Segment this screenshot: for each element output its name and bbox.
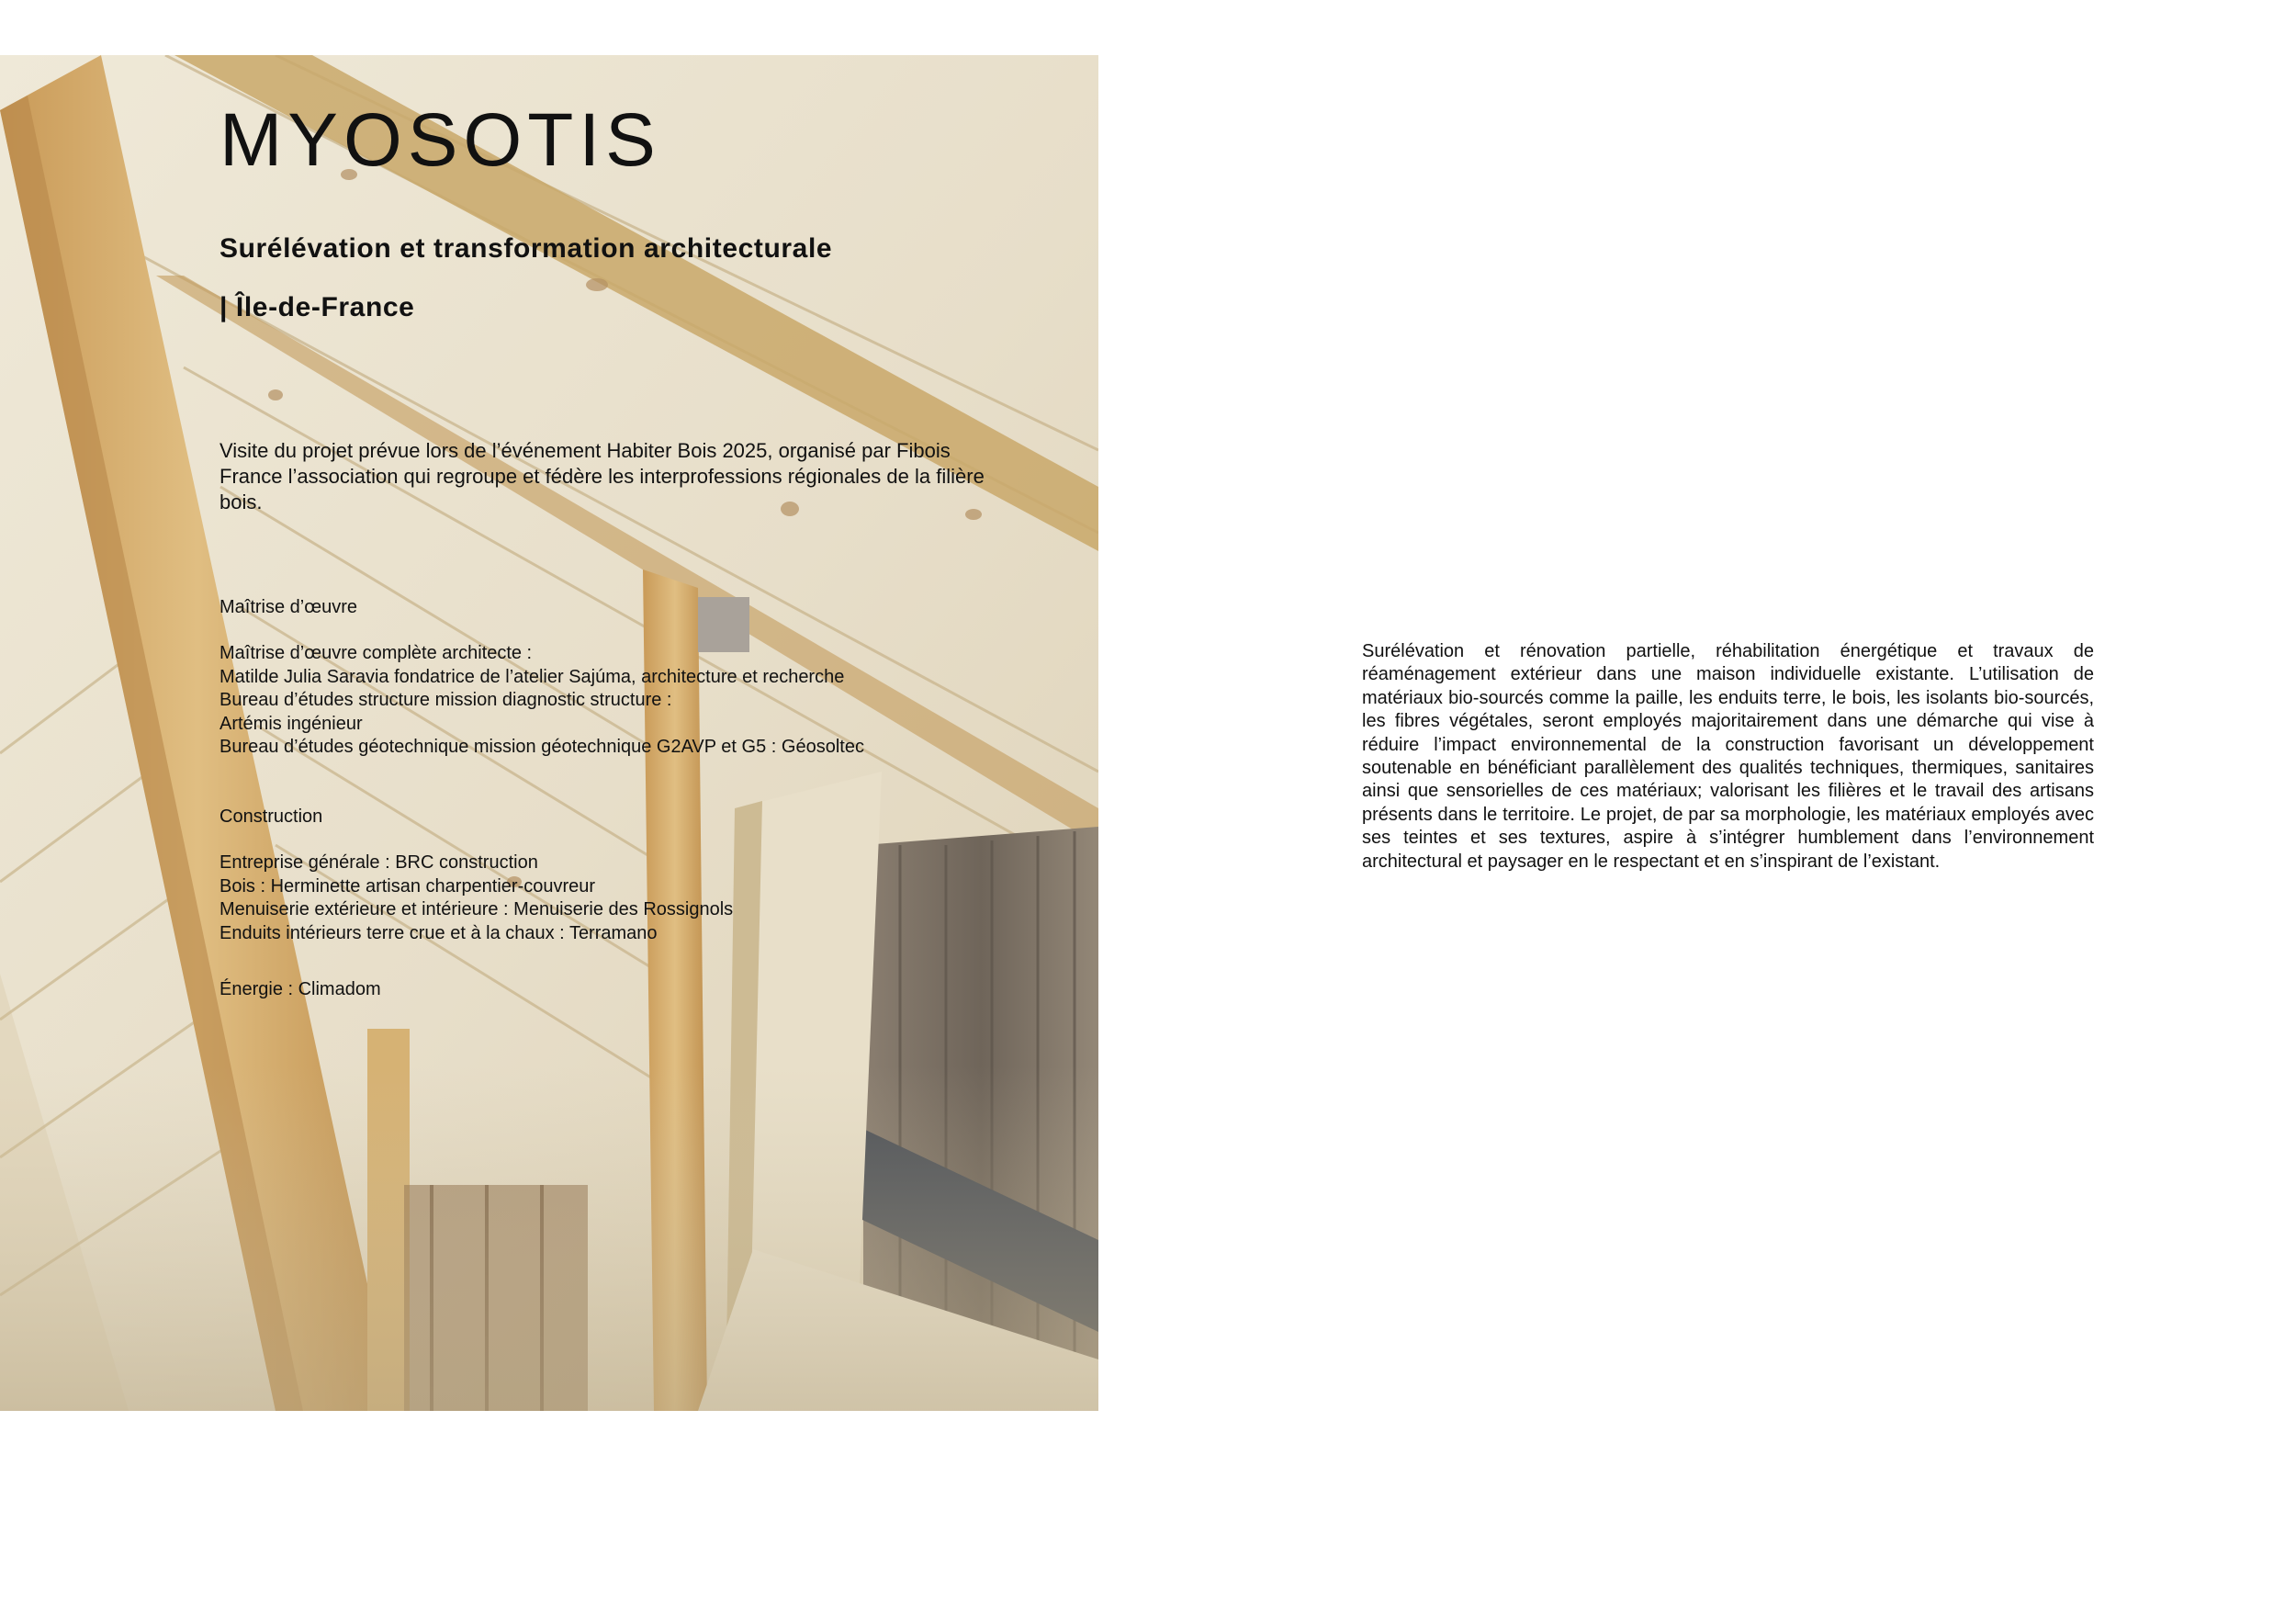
credit-line: Matilde Julia Saravia fondatrice de l’atelier Sajúma, architecture et recherche	[219, 666, 845, 687]
project-description: Surélévation et rénovation partielle, réhabilitation énergétique et travaux de réaménagement extérieur dans une maison individuelle existante. L’utilisation de matériaux bio-sourcés comme la paille, les enduits terre, le bois, les isolants bio-sourcés, les fibres végétales, seront employés majoritairement dans une démarche qui vise à réduire l’impact environnemental de la construction favorisant un développement soutenable en bénéficiant parallèlement des qualités techniques, thermiques, sanitaires ainsi que sensorielles de ces matériaux; valorisant les filières et le travail des artisans présents dans le territoire. Le projet, de par sa morphologie, les matériaux employés avec ses teintes et ses textures, aspire à s’intégrer humblement dans l’environnement architectural et paysager en le respectant et en s’inspirant de l’existant.	[1362, 641, 2094, 872]
credit-line: Menuiserie extérieure et intérieure : Menuiserie des Rossignols	[219, 899, 734, 919]
project-intro: Visite du projet prévue lors de l’événement Habiter Bois 2025, organisé par Fibois France l’association qui regroupe et fédère les interprofessions régionales de la filière bois.	[219, 439, 985, 513]
credit-line: Bureau d’études structure mission diagnostic structure :	[219, 690, 672, 710]
credit-line: Bois : Herminette artisan charpentier-couvreur	[219, 875, 596, 897]
credit-line: Enduits intérieurs terre crue et à la chaux : Terramano	[219, 922, 658, 943]
project-title: MYOSOTIS	[219, 98, 661, 182]
credit-line: Entreprise générale : BRC construction	[219, 852, 538, 873]
credit-line: Bureau d’études géotechnique mission géotechnique G2AVP et G5 : Géosoltec	[219, 737, 864, 757]
credit-line: Artémis ingénieur	[219, 713, 363, 734]
maitrise-heading: Maîtrise d’œuvre	[219, 597, 358, 617]
construction-credits	[219, 851, 733, 945]
project-subtitle: Surélévation et transformation architecturale	[219, 233, 833, 264]
project-region: | Île-de-France	[219, 292, 415, 322]
maitrise-credits	[219, 642, 864, 760]
project-info	[219, 55, 1028, 1411]
energy-credit: Énergie : Climadom	[219, 979, 381, 999]
credit-line: Maîtrise d’œuvre complète architecte :	[219, 643, 533, 663]
construction-heading: Construction	[219, 806, 323, 827]
